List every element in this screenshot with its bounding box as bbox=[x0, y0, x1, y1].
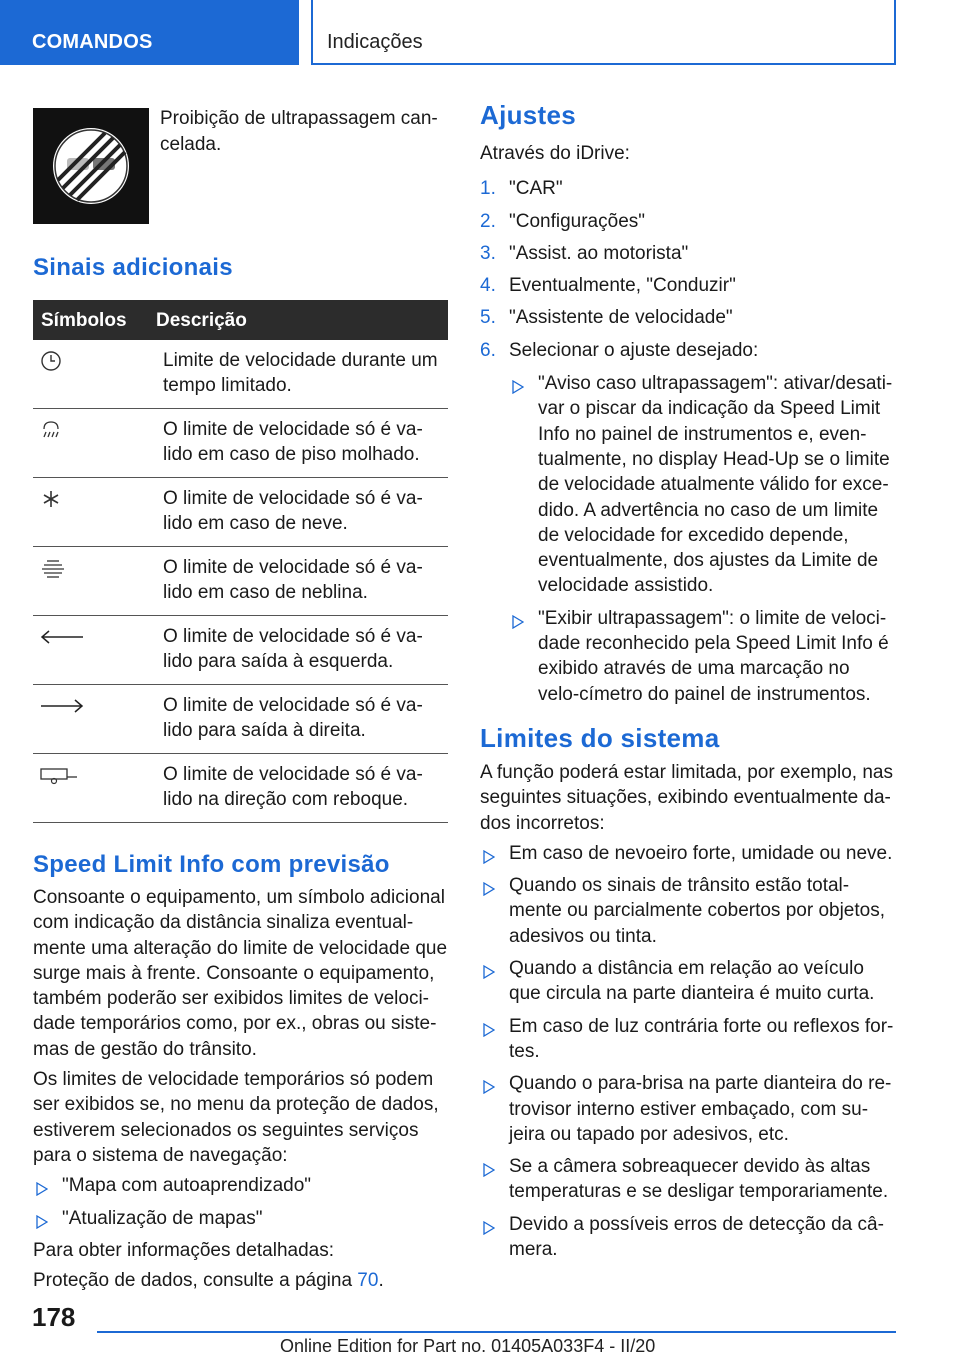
list-item bbox=[480, 1071, 895, 1147]
step-item: 6. Selecionar o ajuste desejado: "Aviso caso ultrapassagem": ativar/desati-var o piscar da indicação da Speed Limit Info no painel de instrumentos e, even-tualmente, no display Head-Up se o limite de velocidade atualmente válido for exce-dido. A advertência no caso de um limite de velocidade for excedido depende, eventualmente, dos ajustes da Limite de velocidade assistido. "Exibir ultrapassagem": o limite de veloci-dade reconhecido pela Speed Limit Info é exibido através de uma marcação no velo-címetro do painel de instrumentos. bbox=[480, 338, 895, 707]
footer-rule bbox=[97, 1331, 896, 1333]
step-item: 5. "Assistente de velocidade" bbox=[480, 307, 733, 329]
triangle-bullet-icon bbox=[512, 376, 524, 401]
table-row bbox=[33, 409, 448, 478]
table-row bbox=[33, 340, 448, 409]
row-text: O limite de velocidade só é va-lido para saída à esquerda. bbox=[156, 616, 448, 685]
page-number: 178 bbox=[32, 1302, 76, 1332]
ajustes-heading: Ajustes bbox=[480, 100, 577, 130]
list-item bbox=[509, 371, 895, 599]
speed-info-paragraph: Os limites de velocidade temporários só podem ser exibidos se, no menu da proteção de dados, estiverem selecionados os seguintes serviços para o sistema de navegação: bbox=[33, 1069, 439, 1166]
speed-info-paragraph: Consoante o equipamento, um símbolo adicional com indicação da distância sinaliza eventual-mente uma alteração do limite de velocidade que surge mais à frente. Consoante o equipamento, também poderão ser exibidos limites de veloci-dade temporários como, por ex., obras ou siste-mas de gestão do trânsito. bbox=[33, 887, 448, 1060]
list-item-text: Em caso de luz contrária forte ou reflexos for-tes. bbox=[509, 1015, 894, 1062]
ajustes-steps bbox=[480, 176, 895, 707]
no-overtaking-end-sign-icon bbox=[33, 108, 149, 224]
table-row bbox=[33, 478, 448, 547]
list-item-text: Quando os sinais de trânsito estão total-mente ou parcialmente cobertos por objetos, adesivos ou tinta. bbox=[509, 875, 885, 947]
limites-intro: A função poderá estar limitada, por exemplo, nas seguintes situações, exibindo eventualmente da-dos incorretos: bbox=[480, 761, 893, 834]
speed-info-list bbox=[33, 1173, 448, 1231]
list-item-text: Se a câmera sobreaquecer devido às altas temperaturas e se desligar temporariamente. bbox=[509, 1156, 889, 1203]
arrow-left-icon bbox=[39, 632, 85, 653]
snowflake-icon bbox=[39, 494, 63, 515]
chapter-title: Indicações bbox=[327, 31, 423, 53]
chapter-tab bbox=[311, 0, 896, 65]
section-tab bbox=[0, 0, 299, 65]
list-item bbox=[33, 1206, 448, 1231]
list-item-text: "Exibir ultrapassagem": o limite de veloci-dade reconhecido pela Speed Limit Info é exibido através de uma marcação no velo-címetro do painel de instrumentos. bbox=[538, 607, 889, 705]
row-text: O limite de velocidade só é va-lido em caso de piso molhado. bbox=[156, 409, 448, 478]
triangle-bullet-icon bbox=[483, 1217, 495, 1242]
rain-icon bbox=[39, 425, 63, 446]
row-text: O limite de velocidade só é va-lido em caso de neblina. bbox=[156, 547, 448, 616]
row-text: O limite de velocidade só é va-lido em caso de neve. bbox=[156, 478, 448, 547]
step-item: 3. "Assist. ao motorista" bbox=[480, 242, 689, 264]
col-symbols: Símbolos bbox=[33, 300, 156, 340]
list-item bbox=[480, 1014, 895, 1065]
clock-icon bbox=[39, 356, 63, 377]
list-item bbox=[480, 1212, 895, 1263]
ajustes-sublist bbox=[509, 371, 895, 707]
table-row bbox=[33, 547, 448, 616]
triangle-bullet-icon bbox=[483, 961, 495, 986]
page-reference: Proteção de dados, consulte a página 70. bbox=[33, 1270, 384, 1292]
triangle-bullet-icon bbox=[483, 878, 495, 903]
step-item: 1. "CAR" bbox=[480, 178, 563, 200]
left-column bbox=[33, 100, 448, 1298]
limites-list bbox=[480, 841, 895, 1262]
list-item bbox=[480, 956, 895, 1007]
row-text: Limite de velocidade durante um tempo limitado. bbox=[156, 340, 448, 409]
step-item: 2. "Configurações" bbox=[480, 210, 646, 232]
col-description: Descrição bbox=[156, 300, 448, 340]
triangle-bullet-icon bbox=[483, 1076, 495, 1101]
list-item bbox=[509, 606, 895, 707]
fog-icon bbox=[39, 563, 67, 584]
table-row bbox=[33, 685, 448, 754]
list-item-text: "Mapa com autoaprendizado" bbox=[62, 1175, 312, 1197]
triangle-bullet-icon bbox=[36, 1211, 48, 1236]
trailer-icon bbox=[39, 770, 79, 791]
triangle-bullet-icon bbox=[512, 611, 524, 636]
list-item bbox=[480, 1154, 895, 1205]
list-item-text: Devido a possíveis erros de detecção da câ-mera. bbox=[509, 1213, 884, 1260]
sign-caption: Proibição de ultrapassagem can-celada. bbox=[160, 108, 438, 155]
triangle-bullet-icon bbox=[483, 1159, 495, 1184]
triangle-bullet-icon bbox=[483, 846, 495, 871]
table-row bbox=[33, 616, 448, 685]
speed-info-heading: Speed Limit Info com previsão bbox=[33, 851, 390, 878]
arrow-right-icon bbox=[39, 701, 85, 722]
triangle-bullet-icon bbox=[36, 1178, 48, 1203]
list-item bbox=[480, 873, 895, 949]
list-item-text: "Atualização de mapas" bbox=[62, 1207, 263, 1229]
row-text: O limite de velocidade só é va-lido na direção com reboque. bbox=[156, 754, 448, 823]
list-item-text: Em caso de nevoeiro forte, umidade ou neve. bbox=[509, 842, 893, 864]
list-item-text: "Aviso caso ultrapassagem": ativar/desati-var o piscar da indicação da Speed Limit Info no painel de instrumentos e, even-tualmente, no display Head-Up se o limite de velocidade atualmente válido for exce-dido. A advertência no caso de um limite de velocidade for excedido depende, eventualmente, dos ajustes da Limite de velocidade assistido. bbox=[538, 373, 893, 597]
sign-row bbox=[33, 100, 448, 228]
list-item-text: Quando a distância em relação ao veículo que circula na parte dianteira é muito curta. bbox=[509, 958, 875, 1005]
list-item-text: Quando o para-brisa na parte dianteira do re-trovisor interno estiver embaçado, com su-jeira ou tapado por adesivos, etc. bbox=[509, 1073, 892, 1145]
page-link[interactable]: 70 bbox=[357, 1270, 379, 1292]
triangle-bullet-icon bbox=[483, 1019, 495, 1044]
ajustes-intro: Através do iDrive: bbox=[480, 143, 630, 164]
step-item: 4. Eventualmente, "Conduzir" bbox=[480, 275, 736, 297]
limites-heading: Limites do sistema bbox=[480, 722, 720, 753]
footer-edition: Online Edition for Part no. 01405A033F4 - II/20 bbox=[280, 1336, 656, 1356]
section-title: COMANDOS bbox=[32, 31, 153, 53]
list-item bbox=[33, 1173, 448, 1198]
right-column bbox=[480, 100, 895, 1269]
speed-info-paragraph: Para obter informações detalhadas: bbox=[33, 1239, 335, 1261]
table-row bbox=[33, 754, 448, 823]
list-item bbox=[480, 841, 895, 866]
sinais-heading: Sinais adicionais bbox=[33, 254, 233, 281]
row-text: O limite de velocidade só é va-lido para saída à direita. bbox=[156, 685, 448, 754]
sinais-table bbox=[33, 300, 448, 823]
